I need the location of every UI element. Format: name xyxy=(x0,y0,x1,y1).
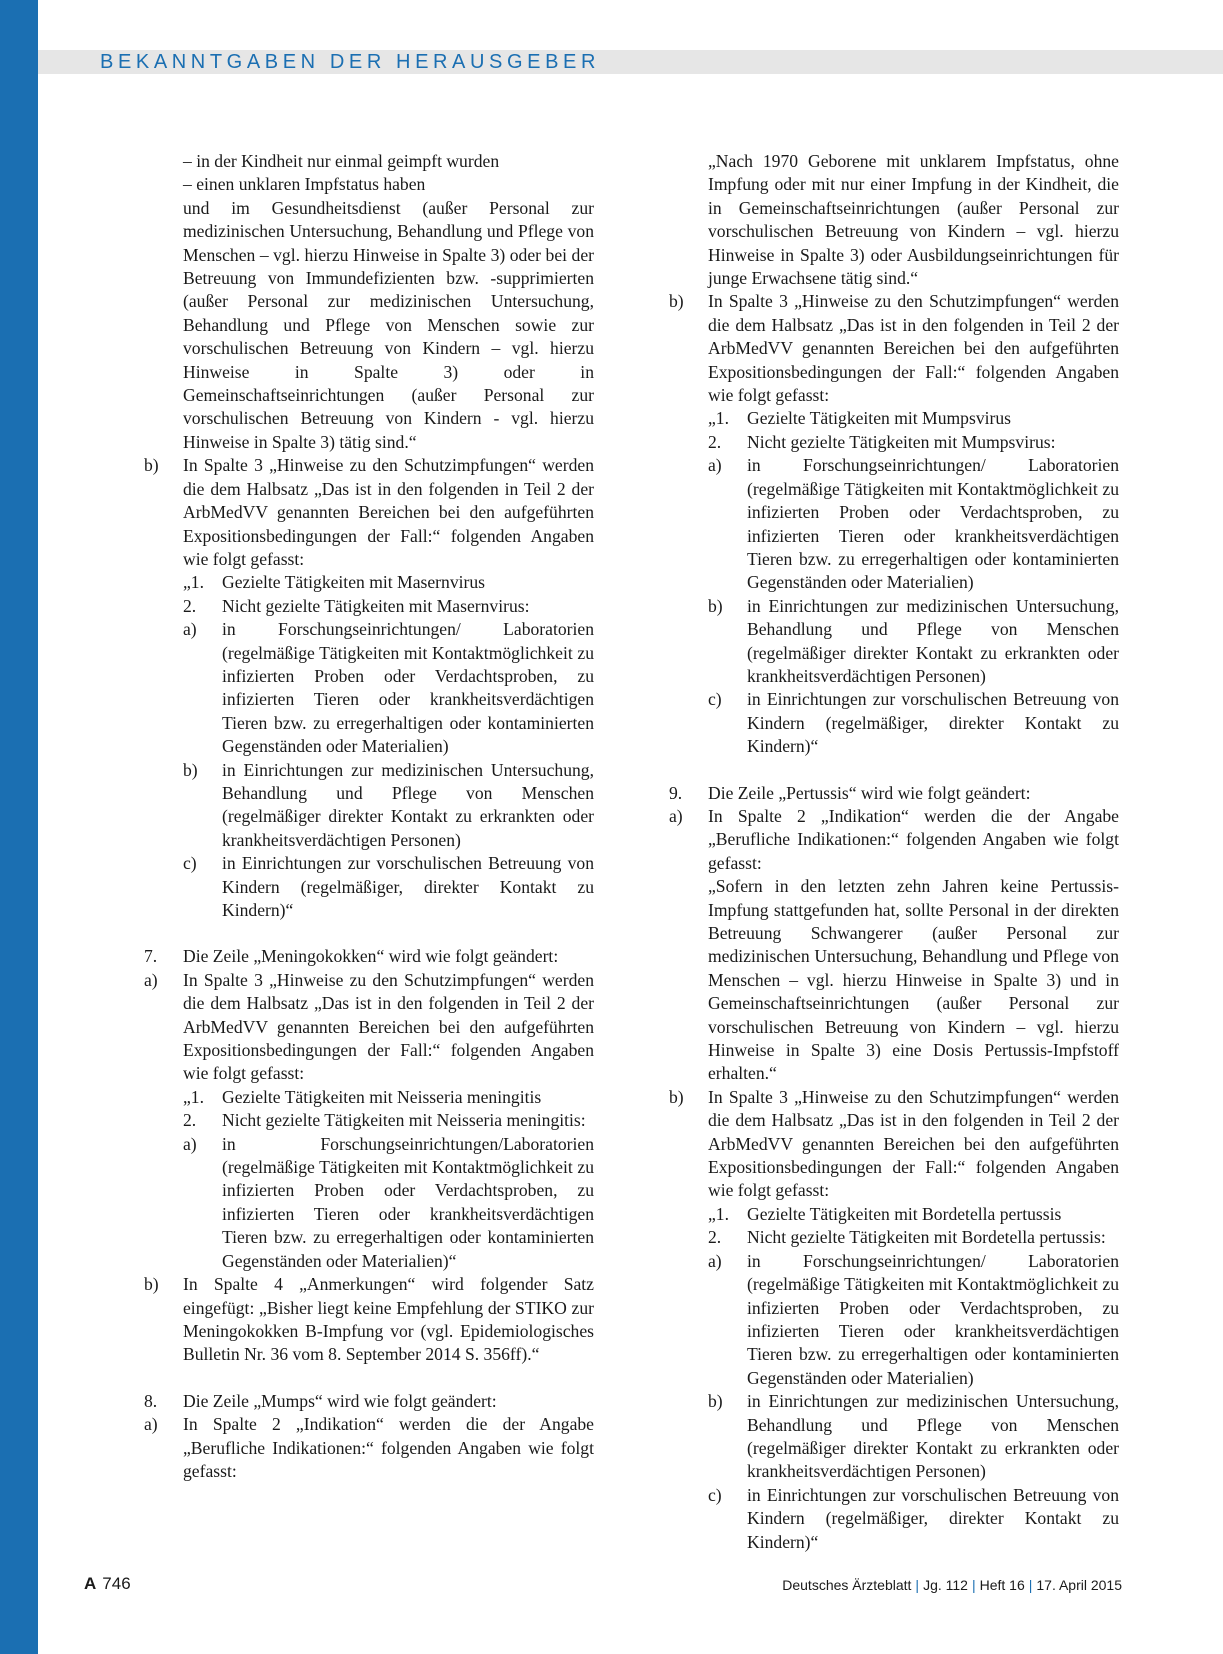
numbered-item-7 xyxy=(144,945,594,968)
numbered-item-9 xyxy=(669,782,1119,805)
list-item-text: in Forschungseinrichtungen/ Laboratorien (regelmäßige Tätigkeiten mit Kontaktmöglichkeit zu infizierten Proben oder Verdachtsproben, zu infizierten Tieren oder krankheitsverdächtigen Tieren bzw. zu erregerhaltigen oder kontaminierten Gegenständen oder Materialien) xyxy=(747,455,1119,593)
intro-line: – in der Kindheit nur einmal geimpft wurden xyxy=(183,151,500,171)
list-marker: a) xyxy=(144,969,158,990)
list-item-text: Gezielte Tätigkeiten mit Mumpsvirus xyxy=(747,408,1012,429)
list-item xyxy=(144,1413,594,1483)
left-column xyxy=(144,150,594,1483)
list-marker: a) xyxy=(183,619,197,640)
right-column xyxy=(669,150,1119,1554)
list-marker: 2. xyxy=(183,1110,197,1131)
list-marker: c) xyxy=(183,853,197,874)
list-marker: b) xyxy=(144,455,159,476)
list-item-text: in Forschungseinrichtungen/ Laboratorien (regelmäßige Tätigkeiten mit Kontaktmöglichkeit zu infizierten Proben oder Verdachtsproben, zu infizierten Tieren oder krankheitsverdächtigen Tieren bzw. zu erregerhaltigen oder kontaminierten Gegenständen oder Materialien) xyxy=(747,1250,1119,1388)
numbered-item-8 xyxy=(144,1390,594,1413)
list-item-text: Die Zeile „Mumps“ wird wie folgt geändert: xyxy=(183,1390,497,1411)
journal-name: Deutsches Ärzteblatt xyxy=(782,1577,912,1593)
list-marker: c) xyxy=(708,1484,722,1505)
intro-paragraph: und im Gesundheitsdienst (außer Personal zur medizinischen Untersuchung, Behandlung und Pflege von Menschen – vgl. hierzu Hinweise in Spalte 3) oder bei der Betreuung von Immundefizienten bzw. -supprimierten (außer Personal zur medizinischen Untersuchung, Behandlung und Pflege von Menschen sowie zur vorschulischen Betreuung von Kindern – vgl. hierzu Hinweise in Spalte 3) oder in Gemeinschaftseinrichtungen (außer Personal zur vorschulischen Betreuung von Kindern - vgl. hierzu Hinweise in Spalte 3) tätig sind.“ xyxy=(183,197,594,452)
list-item-text: Gezielte Tätigkeiten mit Bordetella pertussis xyxy=(747,1203,1062,1224)
intro-line: – einen unklaren Impfstatus haben xyxy=(183,174,426,195)
list-item-text: in Forschungseinrichtungen/Laboratorien (regelmäßige Tätigkeiten mit Kontaktmöglichkeit zu infizierten Proben oder Verdachtsproben, zu infizierten Tieren oder krankheitsverdächtigen Tieren bzw. zu erregerhaltigen oder kontaminierten Gegenständen oder Materialien)“ xyxy=(222,1133,594,1271)
list-item-text: Nicht gezielte Tätigkeiten mit Masernvirus: xyxy=(222,595,530,616)
list-marker: b) xyxy=(183,759,198,780)
list-marker: b) xyxy=(708,595,723,616)
list-item xyxy=(144,969,594,1273)
list-item-text: in Forschungseinrichtungen/ Laboratorien (regelmäßige Tätigkeiten mit Kontaktmöglichkeit zu infizierten Proben oder Verdachtsproben, zu infizierten Tieren oder krankheitsverdächtigen Tieren bzw. zu erregerhaltigen oder kontaminierten Gegenständen oder Materialien) xyxy=(222,619,594,757)
journal-date: 17. April 2015 xyxy=(1036,1577,1122,1593)
list-item-text: In Spalte 3 „Hinweise zu den Schutzimpfungen“ werden die dem Halbsatz „Das ist in den folgenden in Teil 2 der ArbMedVV genannten Bereichen bei den aufgeführten Expositionsbedingungen der Fall:“ folgenden Angaben wie folgt gefasst: xyxy=(183,969,594,1084)
list-marker: 2. xyxy=(708,1227,722,1248)
list-marker: b) xyxy=(708,1391,723,1412)
list-marker: 9. xyxy=(669,782,683,803)
list-item-text: Gezielte Tätigkeiten mit Masernvirus xyxy=(222,572,486,593)
quote-paragraph: „Nach 1970 Geborene mit unklarem Impfstatus, ohne Impfung oder mit nur einer Impfung in der Kindheit, die in Gemeinschaftseinrichtungen (außer Personal zur vorschulischen Betreuung von Kindern – vgl. hierzu Hinweise in Spalte 3) oder Ausbildungseinrichtungen für junge Erwachsene tätig sind.“ xyxy=(708,151,1119,289)
list-item-text: Gezielte Tätigkeiten mit Neisseria meningitis xyxy=(222,1086,542,1107)
list-marker: 2. xyxy=(708,431,722,452)
list-marker: b) xyxy=(669,291,684,312)
list-marker: „1. xyxy=(183,1086,205,1107)
list-item-text: in Einrichtungen zur vorschulischen Betreuung von Kindern (regelmäßiger, direkter Kontakt zu Kindern)“ xyxy=(222,853,594,920)
list-item-text: Nicht gezielte Tätigkeiten mit Mumpsvirus: xyxy=(747,431,1056,452)
list-item xyxy=(669,1086,1119,1554)
list-marker: „1. xyxy=(183,572,205,593)
list-marker: 8. xyxy=(144,1390,158,1411)
page-prefix: A xyxy=(84,1574,97,1593)
separator: | xyxy=(1028,1577,1033,1593)
list-item-text: In Spalte 2 „Indikation“ werden die der Angabe „Berufliche Indikationen:“ folgenden Angaben wie folgt gefasst: xyxy=(183,1414,594,1481)
list-item xyxy=(669,805,1119,1086)
list-marker: 7. xyxy=(144,946,158,967)
list-item-text: In Spalte 3 „Hinweise zu den Schutzimpfungen“ werden die dem Halbsatz „Das ist in den folgenden in Teil 2 der ArbMedVV genannten Bereichen bei den aufgeführten Expositionsbedingungen der Fall:“ folgenden Angaben wie folgt gefasst: xyxy=(183,455,594,569)
list-item xyxy=(144,454,594,922)
list-item-text: Nicht gezielte Tätigkeiten mit Bordetella pertussis: xyxy=(747,1227,1106,1248)
accent-sidebar xyxy=(0,0,38,1654)
list-marker: a) xyxy=(708,1250,722,1271)
list-marker: a) xyxy=(144,1414,158,1435)
list-marker: „1. xyxy=(708,1203,730,1224)
journal-issue: Heft 16 xyxy=(979,1577,1025,1593)
journal-info xyxy=(650,1574,1122,1596)
list-marker: 2. xyxy=(183,595,197,616)
list-marker: c) xyxy=(708,689,722,710)
separator: | xyxy=(915,1577,920,1593)
list-item-text: in Einrichtungen zur medizinischen Untersuchung, Behandlung und Pflege von Menschen (regelmäßiger direkter Kontakt zu erkrankten oder krankheitsverdächtigen Personen) xyxy=(747,1391,1119,1482)
list-item-text: in Einrichtungen zur vorschulischen Betreuung von Kindern (regelmäßiger, direkter Kontakt zu Kindern)“ xyxy=(747,689,1119,757)
list-item-text: In Spalte 3 „Hinweise zu den Schutzimpfungen“ werden die dem Halbsatz „Das ist in den folgenden in Teil 2 der ArbMedVV genannten Bereichen bei den aufgeführten Expositionsbedingungen der Fall:“ folgenden Angaben wie folgt gefasst: xyxy=(708,1086,1119,1201)
list-item-text: Die Zeile „Meningokokken“ wird wie folgt geändert: xyxy=(183,946,559,967)
list-marker: a) xyxy=(708,455,722,476)
list-item-text: in Einrichtungen zur medizinischen Untersuchung, Behandlung und Pflege von Menschen (regelmäßiger direkter Kontakt zu erkrankten oder krankheitsverdächtigen Personen) xyxy=(747,595,1119,686)
page-number xyxy=(84,1572,131,1596)
list-marker: „1. xyxy=(708,408,730,429)
list-item-text: Nicht gezielte Tätigkeiten mit Neisseria meningitis: xyxy=(222,1110,586,1131)
journal-volume: Jg. 112 xyxy=(923,1577,968,1593)
list-item-text: In Spalte 4 „Anmerkungen“ wird folgender Satz eingefügt: „Bisher liegt keine Empfehlung der STIKO zur Meningokokken B-Impfung vor (vgl. Epidemiologisches Bulletin Nr. 36 vom 8. September 2014 S. 356ff).“ xyxy=(183,1274,594,1365)
list-item-text: In Spalte 3 „Hinweise zu den Schutzimpfungen“ werden die dem Halbsatz „Das ist in den folgenden in Teil 2 der ArbMedVV genannten Bereichen bei den aufgeführten Expositionsbedingungen der Fall:“ folgenden Angaben wie folgt gefasst: xyxy=(708,291,1119,406)
list-marker: a) xyxy=(669,805,683,826)
list-marker: b) xyxy=(669,1086,684,1107)
list-marker: b) xyxy=(144,1274,159,1295)
list-item-text: Die Zeile „Pertussis“ wird wie folgt geändert: xyxy=(708,782,1031,803)
list-item-text: In Spalte 2 „Indikation“ werden die der Angabe „Berufliche Indikationen:“ folgenden Angaben wie folgt gefasst: xyxy=(708,805,1119,873)
list-item xyxy=(669,290,1119,758)
list-item xyxy=(144,1273,594,1367)
list-marker: a) xyxy=(183,1133,197,1154)
list-item-text: in Einrichtungen zur medizinischen Untersuchung, Behandlung und Pflege von Menschen (regelmäßiger direkter Kontakt zu erkrankten oder krankheitsverdächtigen Personen) xyxy=(222,759,594,850)
list-item-text: in Einrichtungen zur vorschulischen Betreuung von Kindern (regelmäßiger, direkter Kontakt zu Kindern)“ xyxy=(747,1484,1119,1552)
separator: | xyxy=(971,1577,976,1593)
quote-paragraph: „Sofern in den letzten zehn Jahren keine Pertussis-Impfung stattgefunden hat, sollte Personal in der direkten Betreuung Schwangerer (außer Personal zur medizinischen Untersuchung, Behandlung und Pflege von Menschen – vgl. hierzu Hinweise in Spalte 3) und in Gemeinschaftseinrichtungen (außer Personal zur vorschulischen Betreuung von Kindern – vgl. hierzu Hinweise in Spalte 3) eine Dosis Pertussis-Impfstoff erhalten.“ xyxy=(708,876,1119,1084)
page-number-value: 746 xyxy=(102,1574,131,1593)
section-title: BEKANNTGABEN DER HERAUSGEBER xyxy=(100,51,600,73)
